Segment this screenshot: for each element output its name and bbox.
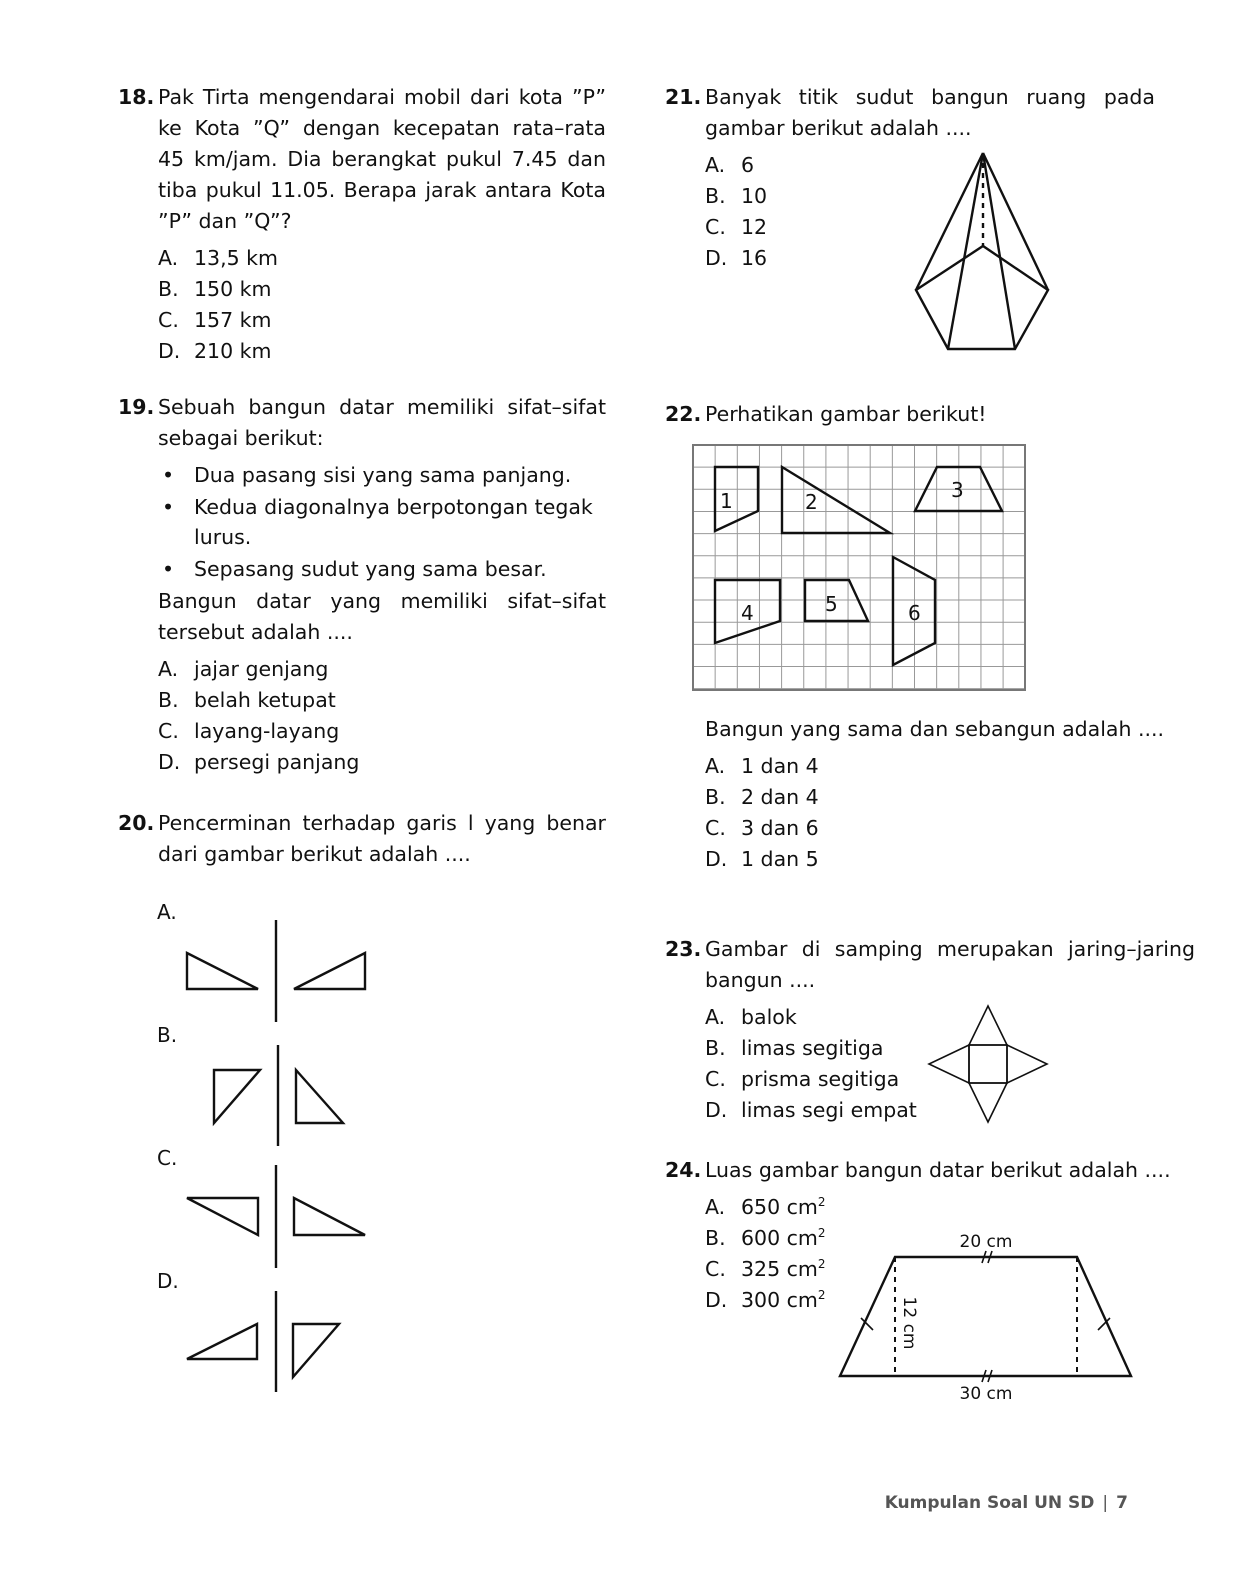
svg-text:1: 1 (720, 489, 733, 513)
shape-4 (715, 580, 780, 643)
footer-separator: | (1102, 1493, 1109, 1513)
page-footer (885, 1493, 1128, 1513)
triangle-shape (296, 1070, 343, 1123)
list-item: • Kedua diagonalnya berpotongan tegak lurus. (194, 492, 606, 552)
question-text: Luas gambar bangun datar berikut adalah .... (705, 1158, 1171, 1182)
net-triangle (969, 1006, 1007, 1045)
figure-option-d[interactable] (187, 1291, 339, 1392)
grid-shapes-figure (690, 442, 1030, 694)
option-c[interactable]: C. 325 $cm^2$ (705, 1257, 826, 1281)
option-d[interactable]: D. persegi panjang (158, 750, 360, 774)
pentagonal-pyramid-figure (900, 145, 1060, 360)
svg-text:6: 6 (908, 601, 921, 625)
bottom-base-label: 30 cm (959, 1384, 1013, 1404)
question-number: 19. (118, 395, 155, 419)
net-triangle (1007, 1045, 1047, 1083)
option-b-label[interactable]: B. (157, 1023, 178, 1047)
option-b[interactable]: B. 2 dan 4 (705, 785, 819, 809)
triangle-shape (214, 1070, 260, 1123)
option-c[interactable]: C. 3 dan 6 (705, 816, 819, 840)
option-c-label[interactable]: C. (157, 1146, 178, 1170)
question-number: 22. (665, 402, 702, 426)
question-number: 24. (665, 1158, 702, 1182)
option-a[interactable]: A. 1 dan 4 (705, 754, 819, 778)
option-d[interactable]: D. 16 (705, 246, 768, 270)
option-d[interactable]: D. 210 km (158, 339, 272, 363)
triangle-shape (294, 1198, 365, 1235)
option-b[interactable]: B. limas segitiga (705, 1036, 884, 1060)
question-text: Perhatikan gambar berikut! (705, 402, 987, 426)
option-c[interactable]: C. layang-layang (158, 719, 340, 743)
question-number: 18. (118, 85, 155, 109)
top-base-label: 20 cm (959, 1232, 1013, 1252)
square-grid (693, 445, 1025, 690)
trapezoid-figure (830, 1225, 1140, 1410)
svg-text:5: 5 (825, 592, 838, 616)
svg-text:4: 4 (741, 601, 754, 625)
option-c[interactable]: C. prisma segitiga (705, 1067, 900, 1091)
shape-1 (715, 467, 758, 531)
option-d[interactable]: D. limas segi empat (705, 1098, 917, 1122)
question-number: 21. (665, 85, 702, 109)
triangle-shape (187, 1198, 258, 1235)
option-a[interactable]: A. 6 (705, 153, 755, 177)
question-number: 23. (665, 937, 702, 961)
option-b[interactable]: B. 150 km (158, 277, 272, 301)
option-a[interactable]: A. jajar genjang (158, 657, 329, 681)
figure-option-c[interactable] (187, 1165, 365, 1268)
svg-text:2: 2 (805, 490, 818, 514)
net-square (969, 1045, 1007, 1083)
question-number: 20. (118, 811, 155, 835)
question-text: Sebuah bangun datar memiliki sifat–sifat sebagai berikut: (158, 395, 606, 450)
pyramid-net-figure (925, 1002, 1051, 1128)
height-label: 12 cm (899, 1296, 919, 1350)
triangle-shape (187, 953, 258, 989)
option-a[interactable]: A. balok (705, 1005, 797, 1029)
triangle-shape (294, 953, 365, 989)
option-c[interactable]: C. 157 km (158, 308, 272, 332)
option-d[interactable]: D. 300 $cm^2$ (705, 1288, 826, 1312)
question-text: Pak Tirta mengendarai mobil dari kota ”P” ke Kota ”Q” dengan kecepatan rata–rata 45 km/jam. Dia berangkat pukul 7.45 dan tiba pukul 11.05. Berapa jarak antara Kota ”P” dan ”Q”? (158, 85, 606, 233)
question-22-continued (665, 714, 1195, 875)
option-d[interactable]: D. 1 dan 5 (705, 847, 819, 871)
question-text: Gambar di samping merupakan jaring–jaring bangun .... (705, 937, 1195, 992)
option-a-label[interactable]: A. (157, 900, 177, 924)
figure-option-b[interactable] (214, 1045, 343, 1146)
net-triangle (929, 1045, 969, 1083)
page-number: 7 (1116, 1493, 1128, 1513)
reflection-figures (0, 0, 620, 1420)
list-item: • Dua pasang sisi yang sama panjang. (194, 460, 606, 490)
question-text: Pencerminan terhadap garis l yang benar dari gambar berikut adalah .... (158, 811, 606, 866)
question-text-2: Bangun yang sama dan sebangun adalah .... (705, 717, 1165, 741)
option-b[interactable]: B. belah ketupat (158, 688, 336, 712)
trapezoid-shape (840, 1257, 1131, 1376)
figure-option-a[interactable] (187, 920, 365, 1022)
question-text-2: Bangun datar yang memiliki sifat–sifat tersebut adalah .... (158, 589, 606, 644)
question-text: Banyak titik sudut bangun ruang pada gambar berikut adalah .... (705, 85, 1155, 140)
option-a[interactable]: A. 650 $cm^2$ (705, 1195, 826, 1219)
options (705, 751, 1195, 875)
triangle-shape (293, 1324, 339, 1377)
footer-title: Kumpulan Soal UN SD (884, 1493, 1095, 1513)
svg-text:3: 3 (951, 478, 964, 502)
shape-2 (782, 467, 890, 533)
option-c[interactable]: C. 12 (705, 215, 768, 239)
net-triangle (969, 1083, 1007, 1122)
option-b[interactable]: B. 10 (705, 184, 768, 208)
option-b[interactable]: B. 600 $cm^2$ (705, 1226, 826, 1250)
option-d-label[interactable]: D. (157, 1269, 179, 1293)
question-22 (665, 399, 1195, 430)
list-item: • Sepasang sudut yang sama besar. (194, 554, 606, 584)
pyramid-base (916, 246, 1048, 349)
option-a[interactable]: A. 13,5 km (158, 246, 279, 270)
triangle-shape (187, 1324, 257, 1359)
